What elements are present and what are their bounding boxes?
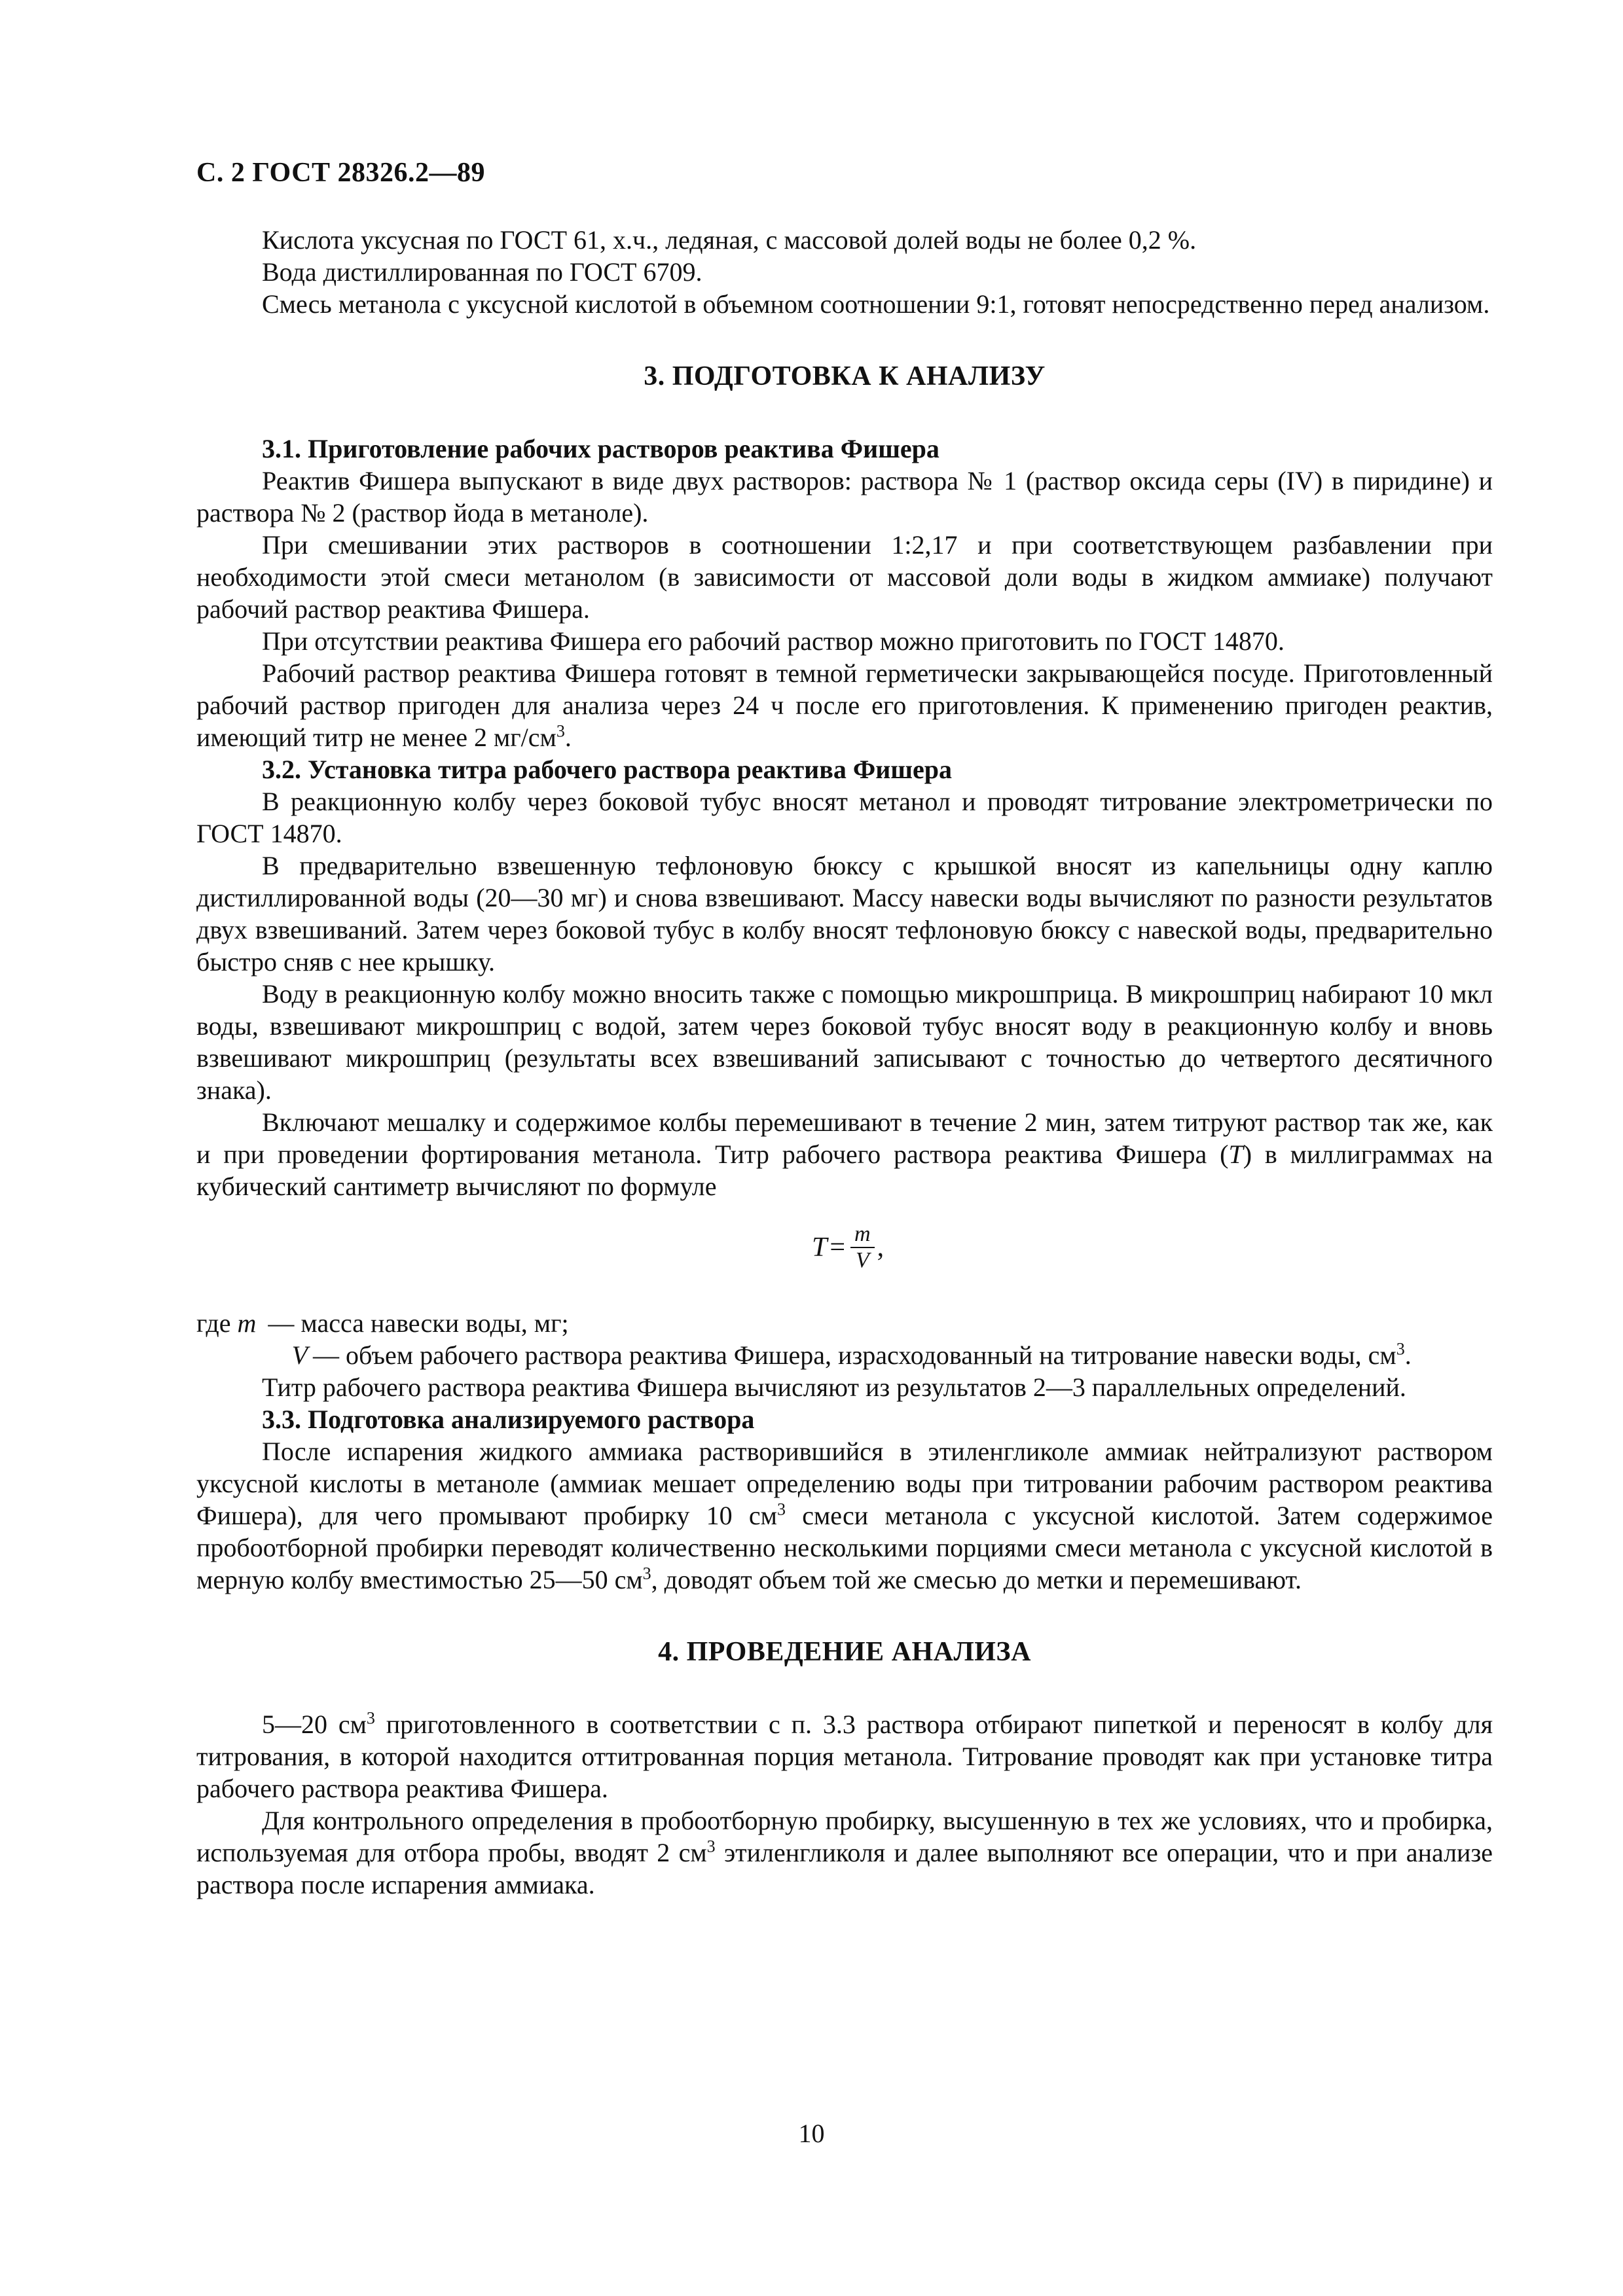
legend-v-desc: — объем рабочего раствора реактива Фишера, израсходованный на титрование навески воды, см <box>313 1340 1396 1370</box>
superscript: 3 <box>1396 1339 1405 1359</box>
superscript: 3 <box>706 1837 716 1856</box>
intro-paragraph-acid: Кислота уксусная по ГОСТ 61, х.ч., ледяная, с массовой долей воды не более 0,2 %. <box>262 225 1197 255</box>
paragraph-4-2 <box>196 1804 1493 1901</box>
section-4-title: 4. ПРОВЕДЕНИЕ АНАЛИЗА <box>658 1637 1031 1667</box>
paragraph-3-3-1 <box>196 1435 1493 1596</box>
formula-comma: , <box>877 1232 884 1263</box>
page-number: 10 <box>798 2119 825 2148</box>
formula-denominator: V <box>855 1248 869 1272</box>
paragraph-3-3-1-text-a: После испарения жидкого аммиака растворившийся в этиленгликоле аммиак нейтрализуют раствором уксусной кислоты в метаноле (аммиак мешает определению воды при титровании рабочим раствором реактива Фишера), для чего промывают пробирку 10 см <box>196 1437 1493 1530</box>
paragraph-3-2-4-text-b: ) в миллиграммах на кубический сантиметр вычисляют по формуле <box>196 1139 1493 1201</box>
symbol-t: T <box>1228 1139 1243 1169</box>
legend-row-m <box>196 1307 1493 1339</box>
formula-fraction <box>850 1222 875 1273</box>
superscript: 3 <box>556 721 565 741</box>
legend-lead <box>196 1307 263 1339</box>
paragraph-4-1-text-a: 5—20 см <box>262 1710 367 1739</box>
paragraph-3-3-1-text-c: , доводят объем той же смесью до метки и перемешивают. <box>651 1565 1302 1594</box>
paragraph-3-1-4-text: Рабочий раствор реактива Фишера готовят в темной герметически закрывающейся посуде. Приготовленный рабочий раствор пригоден для анализа через 24 ч после его приготовления. К применению пригоден реактив, имеющий титр не менее 2 мг/см <box>196 658 1493 752</box>
paragraph-3-1-2: При смешивании этих растворов в соотношении 1:2,17 и при соответствующем разбавлении при необходимости этой смеси метанолом (в зависимости от массовой доли воды в жидком аммиаке) получают рабочий раствор реактива Фишера. <box>196 530 1493 624</box>
legend-v-end: . <box>1404 1340 1412 1370</box>
paragraph-3-2-1: В реакционную колбу через боковой тубус вносят метанол и проводят титрование электрометрически по ГОСТ 14870. <box>196 787 1493 848</box>
legend-row-v <box>196 1339 1493 1371</box>
formula-lhs: T <box>812 1232 828 1263</box>
paragraph-3-1-3: При отсутствии реактива Фишера его рабочий раствор можно приготовить по ГОСТ 14870. <box>262 626 1285 656</box>
section-3-title: 3. ПОДГОТОВКА К АНАЛИЗУ <box>644 361 1046 391</box>
superscript: 3 <box>776 1499 786 1519</box>
legend-m-text: — масса навески воды, мг; <box>268 1308 569 1338</box>
titer-formula <box>812 1222 884 1273</box>
document-page <box>196 157 1493 1901</box>
subsection-3-1-title: 3.1. Приготовление рабочих растворов реактива Фишера <box>262 434 939 463</box>
paragraph-3-3-1-text-b: смеси метанола с уксусной кислотой. Затем содержимое пробоотборной пробирки переводят количественно несколькими порциями смеси метанола с уксусной кислотой в мерную колбу вместимостью 25—50 см <box>196 1501 1493 1594</box>
intro-paragraph-mixture: Смесь метанола с уксусной кислотой в объемном соотношении 9:1, готовят непосредственно перед анализом. <box>262 289 1490 319</box>
paragraph-4-2-text-a: Для контрольного определения в пробоотборную пробирку, высушенную в тех же условиях, что и пробирка, используемая для отбора пробы, вводят 2 см <box>196 1806 1493 1867</box>
formula-legend <box>196 1307 1493 1371</box>
symbol-m: m <box>237 1308 257 1338</box>
paragraph-3-2-2: В предварительно взвешенную тефлоновую бюксу с крышкой вносят из капельницы одну каплю дистиллированной воды (20—30 мг) и снова взвешивают. Массу навески воды вычисляют по разности результатов двух взвешиваний. Затем через боковой тубус в колбу вносят тефлоновую бюксу с навеской воды, предварительно быстро сняв с нее крышку. <box>196 851 1493 977</box>
symbol-v: V <box>291 1340 308 1370</box>
intro-paragraph-water: Вода дистиллированная по ГОСТ 6709. <box>262 257 702 287</box>
superscript: 3 <box>366 1708 375 1728</box>
page-header: С. 2 ГОСТ 28326.2—89 <box>196 158 486 188</box>
paragraph-4-1-text-b: приготовленного в соответствии с п. 3.3 раствора отбирают пипеткой и переносят в колбу для титрования, в которой находится оттитрованная порция метанола. Титрование проводят как при установке титра рабочего раствора реактива Фишера. <box>196 1710 1493 1803</box>
subsection-3-2-title: 3.2. Установка титра рабочего раствора реактива Фишера <box>262 755 953 784</box>
subsection-3-3-title: 3.3. Подготовка анализируемого раствора <box>262 1405 755 1434</box>
legend-v-text <box>313 1339 1493 1371</box>
formula-block <box>196 1202 1493 1307</box>
paragraph-3-1-4 <box>196 657 1493 753</box>
legend-v-lead <box>196 1339 313 1371</box>
paragraph-3-2-5: Титр рабочего раствора реактива Фишера вычисляют из результатов 2—3 параллельных определений. <box>262 1372 1406 1402</box>
legend-where-word: где <box>196 1308 231 1338</box>
formula-equals: = <box>830 1232 846 1263</box>
formula-numerator: m <box>850 1222 875 1248</box>
paragraph-3-1-1: Реактив Фишера выпускают в виде двух растворов: раствора № 1 (раствор оксида серы (IV) в пиридине) и раствора № 2 (раствор йода в метаноле). <box>196 466 1493 528</box>
paragraph-4-1 <box>196 1708 1493 1804</box>
paragraph-3-2-4 <box>196 1106 1493 1202</box>
paragraph-3-2-3: Воду в реакционную колбу можно вносить также с помощью микрошприца. В микрошприц набирают 10 мкл воды, взвешивают микрошприц с водой, затем через боковой тубус вносят воду в реакционную колбу и вновь взвешивают микрошприц (результаты всех взвешиваний записывают с точностью до четвертого десятичного знака). <box>196 979 1493 1105</box>
superscript: 3 <box>642 1564 651 1583</box>
paragraph-3-1-4-end: . <box>564 723 572 752</box>
paragraph-3-2-4-text-a: Включают мешалку и содержимое колбы перемешивают в течение 2 мин, затем титруют раствор так же, как и при проведении фортирования метанола. Титр рабочего раствора реактива Фишера ( <box>196 1107 1493 1169</box>
paragraph-4-2-text-b: этиленгликоля и далее выполняют все операции, что и при анализе раствора после испарения аммиака. <box>196 1838 1493 1899</box>
